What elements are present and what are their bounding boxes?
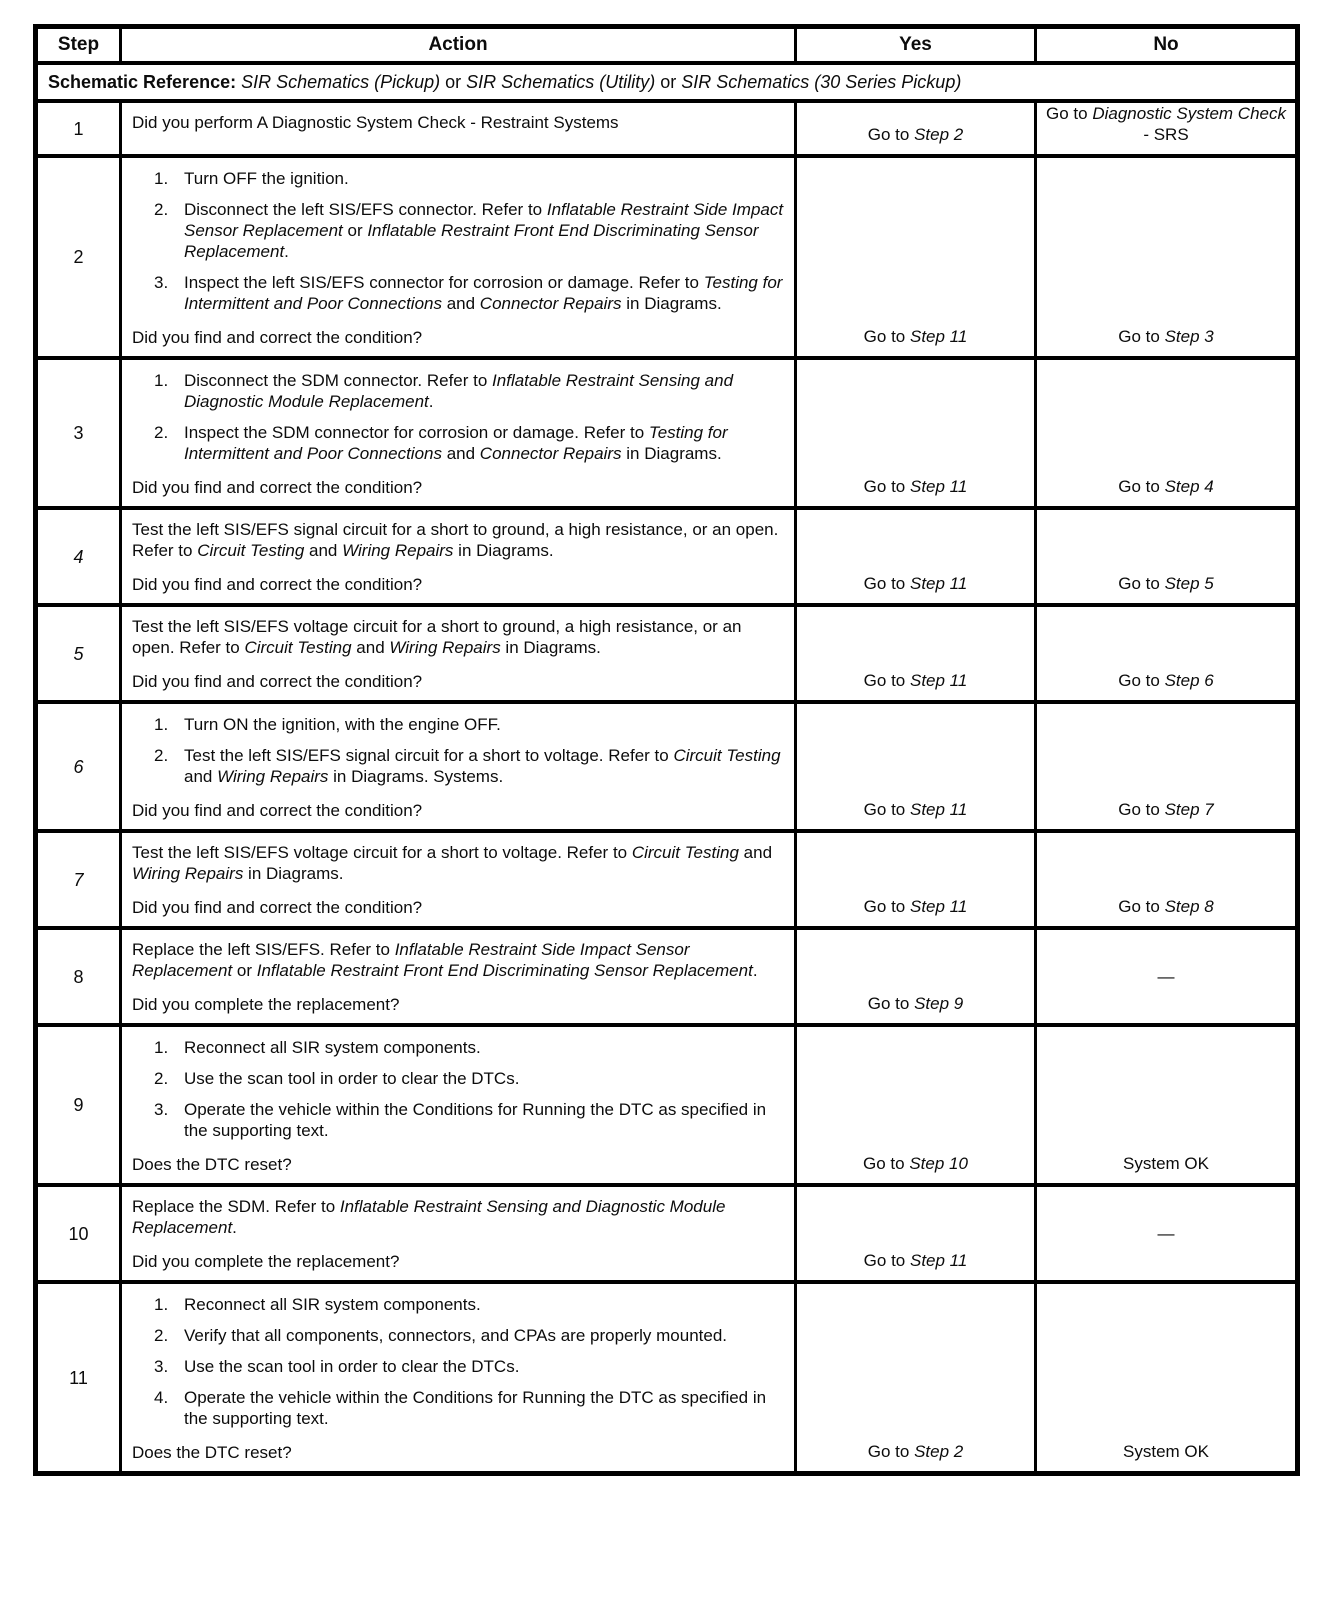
action-list-item [132, 168, 784, 189]
action-list-item [132, 745, 784, 787]
yes-cell [796, 508, 1036, 605]
step-number: 10 [36, 1185, 121, 1282]
no-result-text: System OK [1123, 1154, 1209, 1173]
col-header-yes: Yes [796, 27, 1036, 64]
action-cell [121, 1282, 796, 1474]
step-number: 8 [36, 928, 121, 1025]
action-cell [121, 156, 796, 358]
action-cell [121, 358, 796, 508]
schematic-reference: Schematic Reference: SIR Schematics (Pickup) or SIR Schematics (Utility) or SIR Schematics (30 Series Pickup) [36, 63, 1298, 101]
list-item-text: Operate the vehicle within the Conditions for Running the DTC as specified in the supporting text. [184, 1100, 767, 1140]
yes-result-text: Go to Step 2 [867, 1442, 964, 1461]
list-item-text: Reconnect all SIR system components. [184, 1038, 481, 1057]
action-list-item [132, 1294, 784, 1315]
yes-cell [796, 1282, 1036, 1474]
yes-result-text: Go to Step 9 [867, 994, 964, 1013]
table-row [36, 831, 1298, 928]
action-cell [121, 605, 796, 702]
list-item-text: Turn OFF the ignition. [184, 169, 349, 188]
diagnostic-table [33, 24, 1300, 1476]
yes-cell [796, 928, 1036, 1025]
no-result-text: Go to Step 3 [1118, 327, 1214, 346]
table-row [36, 702, 1298, 831]
no-cell [1036, 1025, 1298, 1185]
yes-cell [796, 156, 1036, 358]
yes-cell [796, 1185, 1036, 1282]
list-item-text: Disconnect the SDM connector. Refer to Inflatable Restraint Sensing and Diagnostic Module Replacement. [184, 371, 734, 411]
action-list-item [132, 1099, 784, 1141]
action-cell [121, 702, 796, 831]
yes-cell [796, 358, 1036, 508]
table-row [36, 1185, 1298, 1282]
step-number: 9 [36, 1025, 121, 1185]
yes-result-text: Go to Step 11 [863, 477, 968, 496]
action-list-item [132, 714, 784, 735]
list-number: 2. [154, 200, 169, 219]
yes-result-text: Go to Step 11 [863, 327, 968, 346]
list-number: 1. [154, 1295, 169, 1314]
action-cell [121, 831, 796, 928]
list-item-text: Test the left SIS/EFS signal circuit for a short to voltage. Refer to Circuit Testing and Wiring Repairs in Diagrams. Systems. [184, 746, 781, 786]
schematic-reference-row [36, 63, 1298, 101]
action-cell [121, 101, 796, 156]
no-cell [1036, 928, 1298, 1025]
question-text: Did you find and correct the condition? [132, 801, 423, 820]
table-row [36, 928, 1298, 1025]
action-cell [121, 1185, 796, 1282]
list-item-text: Reconnect all SIR system components. [184, 1295, 481, 1314]
no-cell [1036, 508, 1298, 605]
col-header-step: Step [36, 27, 121, 64]
yes-cell [796, 101, 1036, 156]
step-number: 6 [36, 702, 121, 831]
action-list-item [132, 1387, 784, 1429]
no-cell [1036, 605, 1298, 702]
yes-result-text: Go to Step 11 [863, 897, 968, 916]
list-number: 1. [154, 715, 169, 734]
action-cell [121, 508, 796, 605]
table-row [36, 358, 1298, 508]
col-header-action: Action [121, 27, 796, 64]
question-text: Did you find and correct the condition? [132, 575, 423, 594]
table-row [36, 508, 1298, 605]
question-text: Does the DTC reset? [132, 1443, 292, 1462]
action-list-item [132, 1356, 784, 1377]
action-list-item [132, 272, 784, 314]
yes-cell [796, 1025, 1036, 1185]
list-number: 1. [154, 371, 169, 390]
list-item-text: Use the scan tool in order to clear the DTCs. [184, 1357, 520, 1376]
question-text: Did you find and correct the condition? [132, 478, 423, 497]
yes-result-text: Go to Step 10 [863, 1154, 968, 1173]
yes-result-text: Go to Step 11 [863, 1251, 968, 1270]
action-text: Test the left SIS/EFS voltage circuit for a short to ground, a high resistance, or an open. Refer to Circuit Testing and Wiring Repairs in Diagrams. [132, 617, 742, 657]
yes-cell [796, 831, 1036, 928]
table-row [36, 605, 1298, 702]
action-text: Test the left SIS/EFS signal circuit for a short to ground, a high resistance, or an open. Refer to Circuit Testing and Wiring Repairs in Diagrams. [132, 520, 779, 560]
action-list-item [132, 422, 784, 464]
action-text: Test the left SIS/EFS voltage circuit for a short to voltage. Refer to Circuit Testing and Wiring Repairs in Diagrams. [132, 843, 773, 883]
no-result-text: — [1157, 1224, 1175, 1243]
list-item-text: Turn ON the ignition, with the engine OFF. [184, 715, 501, 734]
table-row [36, 156, 1298, 358]
no-cell [1036, 1185, 1298, 1282]
step-number: 3 [36, 358, 121, 508]
action-cell [121, 928, 796, 1025]
yes-cell [796, 605, 1036, 702]
no-cell [1036, 358, 1298, 508]
no-result-text: Go to Step 6 [1118, 671, 1214, 690]
action-text: Replace the left SIS/EFS. Refer to Inflatable Restraint Side Impact Sensor Replacement or Inflatable Restraint Front End Discriminating Sensor Replacement. [132, 940, 758, 980]
list-number: 2. [154, 423, 169, 442]
no-result-text: Go to Diagnostic System Check - SRS [1046, 104, 1286, 144]
list-item-text: Disconnect the left SIS/EFS connector. Refer to Inflatable Restraint Side Impact Sensor Replacement or Inflatable Restraint Front End Discriminating Sensor Replacement. [184, 200, 784, 261]
list-item-text: Use the scan tool in order to clear the DTCs. [184, 1069, 520, 1088]
table-row [36, 101, 1298, 156]
list-item-text: Verify that all components, connectors, and CPAs are properly mounted. [184, 1326, 728, 1345]
no-cell [1036, 1282, 1298, 1474]
col-header-no: No [1036, 27, 1298, 64]
action-text: Replace the SDM. Refer to Inflatable Restraint Sensing and Diagnostic Module Replacement. [132, 1197, 726, 1237]
action-cell [121, 1025, 796, 1185]
action-list-item [132, 370, 784, 412]
yes-result-text: Go to Step 11 [863, 800, 968, 819]
action-list-item [132, 1068, 784, 1089]
list-number: 2. [154, 1326, 169, 1345]
question-text: Did you find and correct the condition? [132, 672, 423, 691]
question-text: Does the DTC reset? [132, 1155, 292, 1174]
question-text: Did you complete the replacement? [132, 995, 400, 1014]
yes-result-text: Go to Step 11 [863, 574, 968, 593]
action-list-item [132, 199, 784, 262]
step-number: 5 [36, 605, 121, 702]
list-item-text: Inspect the SDM connector for corrosion or damage. Refer to Testing for Intermittent and Poor Connections and Connector Repairs in Diagrams. [184, 423, 728, 463]
no-cell [1036, 831, 1298, 928]
action-list-item [132, 1325, 784, 1346]
list-number: 2. [154, 1069, 169, 1088]
no-cell [1036, 702, 1298, 831]
step-number: 7 [36, 831, 121, 928]
yes-result-text: Go to Step 11 [863, 671, 968, 690]
table-row [36, 1025, 1298, 1185]
header-row [36, 27, 1298, 64]
list-number: 3. [154, 273, 169, 292]
no-result-text: Go to Step 7 [1118, 800, 1214, 819]
list-item-text: Operate the vehicle within the Conditions for Running the DTC as specified in the supporting text. [184, 1388, 767, 1428]
list-number: 2. [154, 746, 169, 765]
no-result-text: Go to Step 5 [1118, 574, 1214, 593]
list-number: 4. [154, 1388, 169, 1407]
list-number: 1. [154, 1038, 169, 1057]
action-text: Did you perform A Diagnostic System Check - Restraint Systems [132, 113, 619, 132]
no-result-text: System OK [1123, 1442, 1209, 1461]
action-list-item [132, 1037, 784, 1058]
question-text: Did you find and correct the condition? [132, 898, 423, 917]
yes-result-text: Go to Step 2 [867, 125, 964, 144]
table-row [36, 1282, 1298, 1474]
no-result-text: Go to Step 8 [1118, 897, 1214, 916]
yes-cell [796, 702, 1036, 831]
list-number: 3. [154, 1357, 169, 1376]
no-result-text: — [1157, 967, 1175, 986]
list-item-text: Inspect the left SIS/EFS connector for corrosion or damage. Refer to Testing for Intermittent and Poor Connections and Connector Repairs in Diagrams. [184, 273, 783, 313]
question-text: Did you complete the replacement? [132, 1252, 400, 1271]
question-text: Did you find and correct the condition? [132, 328, 423, 347]
step-number: 1 [36, 101, 121, 156]
list-number: 3. [154, 1100, 169, 1119]
no-result-text: Go to Step 4 [1118, 477, 1214, 496]
step-number: 11 [36, 1282, 121, 1474]
step-number: 2 [36, 156, 121, 358]
no-cell [1036, 101, 1298, 156]
step-number: 4 [36, 508, 121, 605]
table-body [36, 63, 1298, 1474]
list-number: 1. [154, 169, 169, 188]
no-cell [1036, 156, 1298, 358]
